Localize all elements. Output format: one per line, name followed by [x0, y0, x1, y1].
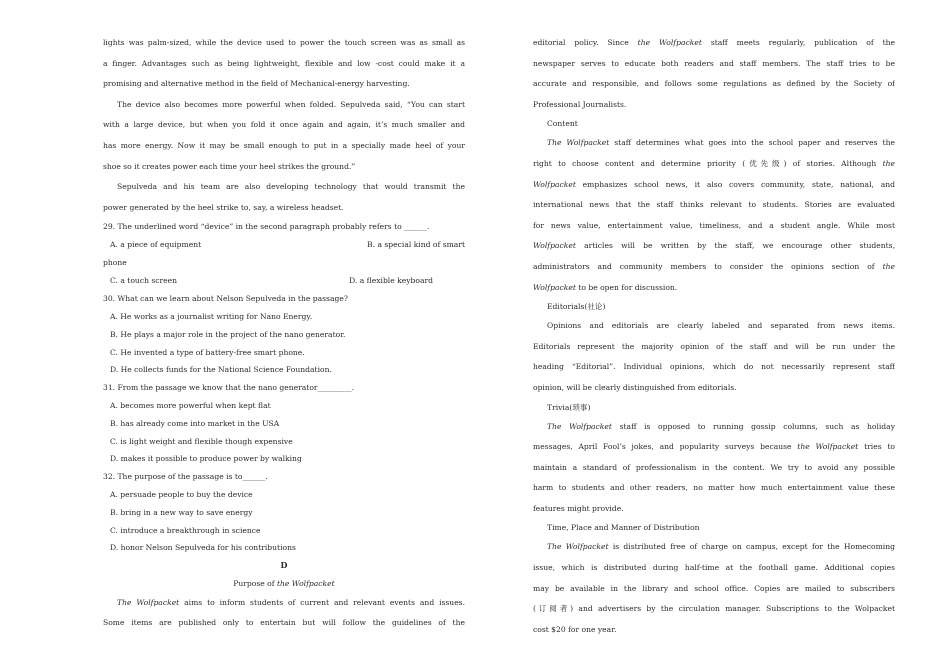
option-b: B. a special kind of smart [367, 240, 465, 250]
paragraph-line [103, 593, 465, 614]
option-a: A. persuade people to buy the device [110, 489, 253, 499]
paragraph-line: for news value, entertainment value, timeliness, and a student angle. While most [533, 220, 895, 230]
paragraph-line: promising and alternative method in the field of Mechanical-energy harvesting. [103, 79, 410, 89]
heading-emphasis: the Wolfpacket [276, 578, 335, 588]
paragraph-line: Some items are published only to entertain but will follow the guidelines of the [103, 618, 465, 628]
paragraph-line [533, 133, 895, 154]
text: right to choose content and determine priority (优先级) of stories. Although [533, 158, 883, 168]
paragraph-line: with a large device, but when you fold it once again and again, it’s much smaller and [103, 120, 465, 130]
paragraph-line [533, 278, 895, 299]
emphasis: the [882, 261, 895, 271]
paragraph-line: newspaper serves to educate both readers and staff members. The staff tries to be [533, 58, 895, 68]
text: staff meets regularly, publication of the [701, 38, 895, 47]
question-29-options-cd [103, 272, 465, 290]
section-heading-trivia: Trivia(琐事) [547, 402, 591, 412]
paragraph-line: a finger. Advantages such as being lightweight, flexible and low -cost could make it a [103, 58, 465, 68]
question-32-stem: 32. The purpose of the passage is to______. [103, 472, 268, 482]
heading-text: Purpose of [233, 578, 277, 588]
option-d: D. makes it possible to produce power by walking [110, 454, 302, 464]
paragraph-line: shoe so it creates power each time your heel strikes the ground.” [103, 161, 356, 171]
option-d: D. honor Nelson Sepulveda for his contributions [110, 543, 296, 553]
text: staff is opposed to running gossip columns, such as holiday [611, 421, 895, 431]
text: editorial policy. Since [533, 38, 638, 47]
paragraph-line: harm to students and other readers, no matter how much entertainment value these [533, 483, 895, 493]
paragraph-line: Editorials represent the majority opinion of the staff and will be run under the [533, 341, 895, 351]
text: is distributed free of charge on campus, except for the Homecoming [608, 542, 895, 552]
paragraph-line: accurate and responsible, and follows some regulations as defined by the Society of [533, 79, 895, 89]
paragraph-line: opinion, will be clearly distinguished from editorials. [533, 382, 737, 392]
emphasis: the Wolfpacket [797, 442, 859, 452]
question-31-stem: 31. From the passage we know that the nano generator_________. [103, 383, 355, 393]
option-a: A. a piece of equipment [110, 240, 202, 250]
emphasis: Wolfpacket [533, 282, 576, 292]
paragraph-line: heading “Editorial”. Individual opinions, which do not necessarily represent staff [533, 362, 895, 372]
section-heading-distribution: Time, Place and Manner of Distribution [547, 523, 700, 533]
option-b: B. He plays a major role in the project of the nano generator. [110, 329, 346, 339]
text: administrators and community members to consider the opinions section of [533, 261, 883, 271]
option-c: C. He invented a type of battery-free smart phone. [110, 347, 305, 357]
emphasis: the [882, 158, 895, 168]
text: emphasizes school news, it also covers community, state, national, and [575, 179, 895, 189]
paragraph-line [533, 257, 895, 278]
paragraph-line: power generated by the heel strike to, say, a wireless headset. [103, 202, 344, 212]
section-heading-editorials: Editorials(社论) [547, 302, 606, 312]
section-letter: D [280, 560, 288, 571]
paragraph-line: The device also becomes more powerful when folded. Sepulveda said, “You can start [117, 99, 465, 109]
option-c: C. is light weight and flexible though expensive [110, 436, 293, 446]
paragraph-line [533, 236, 895, 257]
paragraph-line: (订阅者) and advertisers by the circulation manager. Subscriptions to the Wolpacket [533, 604, 895, 614]
question-30-stem: 30. What can we learn about Nelson Sepulveda in the passage? [103, 294, 348, 304]
option-c: C. a touch screen [110, 276, 178, 286]
paragraph-line [533, 437, 895, 458]
emphasis: The Wolfpacket [547, 542, 609, 552]
paragraph-line [533, 175, 895, 196]
emphasis: the Wolfpacket [637, 38, 702, 47]
text: messages, April Fool’s jokes, and popularity surveys because [533, 442, 798, 452]
option-b-continuation: phone [103, 258, 127, 268]
text: aims to inform students of current and relevant events and issues. [179, 597, 465, 607]
paragraph-line: lights was palm-sized, while the device used to power the touch screen was as small as [103, 38, 465, 47]
paragraph-line: has more energy. Now it may be small enough to put in a specially made heel of your [103, 140, 465, 150]
question-29-options-ab [103, 236, 465, 254]
paragraph-line: Opinions and editorials are clearly labeled and separated from news items. [547, 321, 895, 331]
paragraph-line: Professional Journalists. [533, 99, 627, 109]
paragraph-line: cost $20 for one year. [533, 624, 617, 634]
emphasis: Wolfpacket [533, 179, 576, 189]
paragraph-line [533, 33, 895, 54]
paragraph-line: international news that the staff thinks relevant to students. Stories are evaluated [533, 200, 895, 210]
emphasis: The Wolfpacket [117, 597, 180, 607]
option-c: C. introduce a breakthrough in science [110, 525, 261, 535]
option-b: B. bring in a new way to save energy [110, 507, 253, 517]
emphasis: The Wolfpacket [547, 138, 610, 148]
emphasis: The Wolfpacket [547, 421, 612, 431]
passage-heading [103, 575, 465, 593]
emphasis: Wolfpacket [533, 241, 576, 251]
paragraph-line: Sepulveda and his team are also developing technology that would transmit the [117, 182, 465, 192]
paragraph-line: issue, which is distributed during half-time at the football game. Additional copies [533, 563, 895, 573]
option-d: D. a flexible keyboard [349, 276, 433, 286]
left-column [103, 33, 465, 634]
text: staff determines what goes into the school paper and reserves the [609, 138, 895, 148]
paragraph-line: features might provide. [533, 503, 624, 513]
paragraph-line: may be available in the library and school office. Copies are mailed to subscribers [533, 583, 895, 593]
text: articles will be written by the staff, we encourage other students, [575, 241, 895, 251]
paragraph-line [533, 417, 895, 438]
option-a: A. becomes more powerful when kept flat [110, 400, 271, 410]
right-column [533, 33, 895, 640]
section-heading-content: Content [547, 119, 578, 129]
text: to be open for discussion. [575, 282, 678, 292]
option-a: A. He works as a journalist writing for Nano Energy. [110, 311, 313, 321]
text: tries to [858, 442, 895, 452]
question-29-stem: 29. The underlined word “device” in the second paragraph probably refers to ______. [103, 222, 430, 232]
option-b: B. has already come into market in the USA [110, 418, 280, 428]
option-d: D. He collects funds for the National Science Foundation. [110, 365, 332, 375]
paragraph-line: maintain a standard of professionalism in the content. We try to avoid any possible [533, 462, 895, 472]
paragraph-line [533, 154, 895, 175]
paragraph-line [533, 537, 895, 558]
